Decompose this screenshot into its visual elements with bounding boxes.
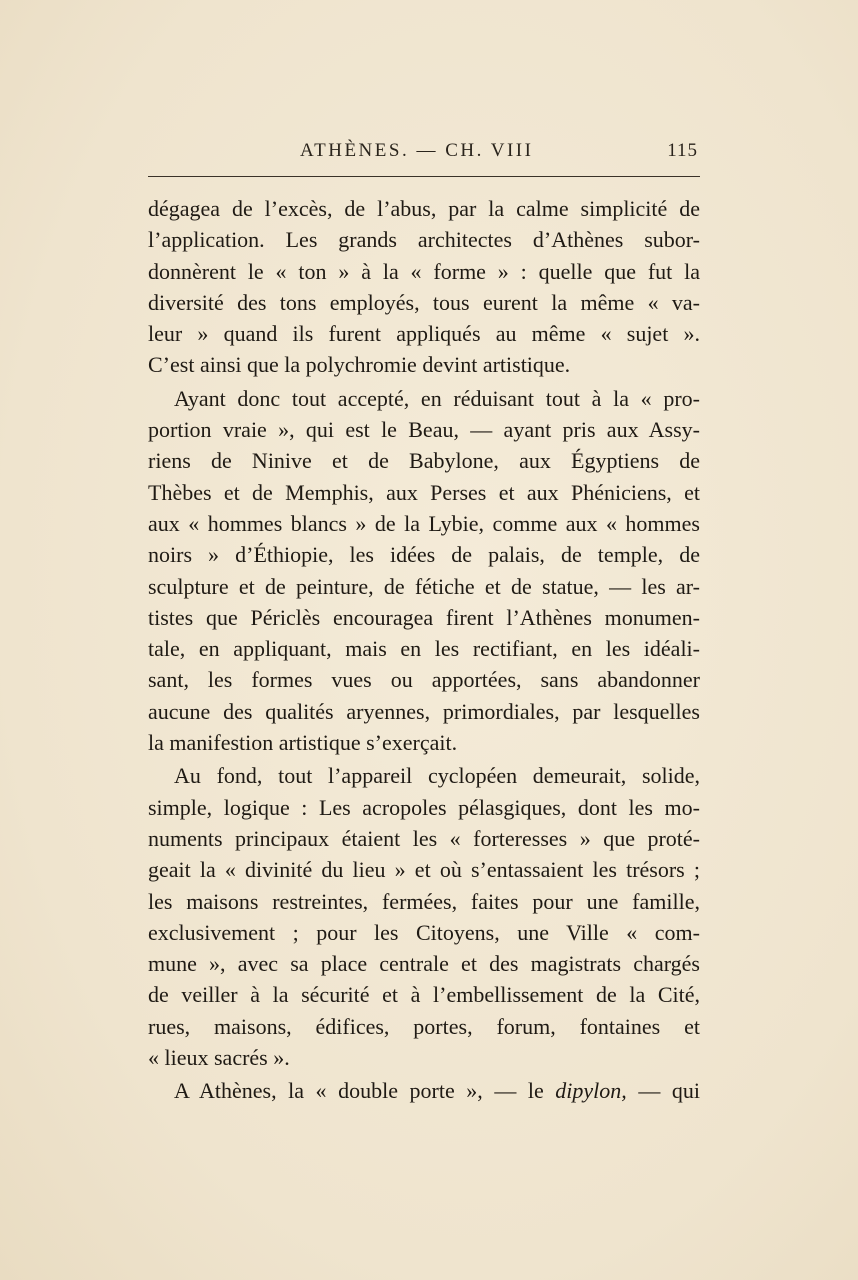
text-line: Ayant donc tout accepté, en réduisant tout à la « pro- <box>174 385 700 411</box>
text-segment: A Athènes, la « double porte », — le <box>174 1078 556 1104</box>
text-line: dégagea de l’excès, de l’abus, par la calme simplicité de <box>148 196 700 221</box>
text-line: noirs » d’Éthiopie, les idées de palais, de temple, de <box>148 542 700 568</box>
text-line: riens de Ninive et de Babylone, aux Égyptiens de <box>148 448 700 474</box>
text-line: geait la « divinité du lieu » et où s’entassaient les trésors ; <box>148 857 700 883</box>
text-segment: — qui <box>626 1078 700 1104</box>
text-line: « lieux sacrés ». <box>148 1045 290 1071</box>
text-line: diversité des tons employés, tous eurent la même « va- <box>148 289 700 315</box>
text-line: sant, les formes vues ou apportées, sans abandonner <box>148 667 700 693</box>
text-line: l’application. Les grands architectes d’Athènes subor- <box>148 227 700 253</box>
chapter-title: ATHÈNES. — CH. VIII <box>300 140 534 161</box>
text-line <box>148 1075 700 1106</box>
running-head <box>148 138 700 168</box>
text-line: Thèbes et de Memphis, aux Perses et aux Phéniciens, et <box>148 479 700 505</box>
text-line: leur » quand ils furent appliqués au même « sujet ». <box>148 321 700 347</box>
text-line: exclusivement ; pour les Citoyens, une Ville « com- <box>148 919 700 945</box>
text-line: mune », avec sa place centrale et des magistrats chargés <box>148 951 700 977</box>
body-text <box>148 193 700 1107</box>
text-line: aux « hommes blancs » de la Lybie, comme aux « hommes <box>148 510 700 536</box>
text-line: sculpture et de peinture, de fétiche et de statue, — les ar- <box>148 573 700 599</box>
text-line: Au fond, tout l’appareil cyclopéen demeurait, solide, <box>174 763 700 789</box>
page-number: 115 <box>667 140 698 161</box>
text-line: la manifestion artistique s’exerçait. <box>148 730 458 756</box>
text-line: rues, maisons, édifices, portes, forum, fontaines et <box>148 1013 700 1039</box>
text-line: de veiller à la sécurité et à l’embellissement de la Cité, <box>148 982 700 1008</box>
text-line: donnèrent le « ton » à la « forme » : quelle que fut la <box>148 258 700 284</box>
text-line: tale, en appliquant, mais en les rectifiant, en les idéali- <box>148 636 700 662</box>
text-line: les maisons restreintes, fermées, faites pour une famille, <box>148 888 700 914</box>
text-line: numents principaux étaient les « forteresses » que proté- <box>148 825 700 851</box>
text-line: portion vraie », qui est le Beau, — ayant pris aux Assy- <box>148 417 700 443</box>
text-line: simple, logique : Les acropoles pélasgiques, dont les mo- <box>148 794 700 820</box>
text-line: tistes que Périclès encouragea firent l’Athènes monumen- <box>148 604 700 630</box>
text-line: aucune des qualités aryennes, primordiales, par lesquelles <box>148 698 700 724</box>
header-rule <box>148 176 700 177</box>
text-line: C’est ainsi que la polychromie devint artistique. <box>148 352 571 378</box>
italic-term: dipylon, <box>555 1078 627 1104</box>
